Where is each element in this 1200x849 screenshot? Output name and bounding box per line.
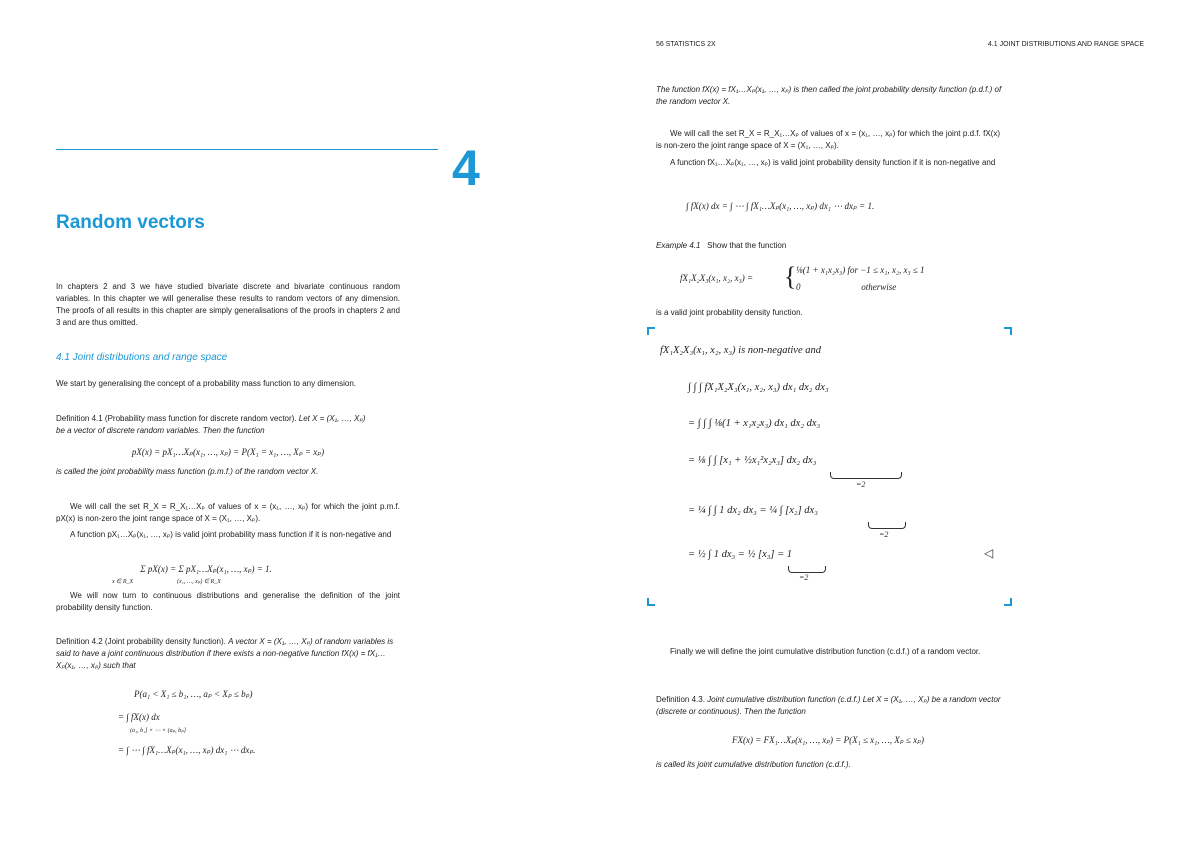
solution-line-4: = ¼ ∫ ∫ 1 dx₂ dx₃ = ¼ ∫ [x₂] dx₃: [688, 505, 818, 516]
definition-4-3: [656, 694, 1006, 718]
def2-f3: = ∫ ⋯ ∫ fX₁…Xₚ(x₁, …, xₚ) dx₁ ⋯ dxₚ.: [118, 745, 256, 755]
cdf-intro: Finally we will define the joint cumulative distribution function (c.d.f.) of a random vector.: [670, 647, 981, 656]
def1-label: Definition 4.1 (Probability mass function for discrete random vector).: [56, 414, 297, 423]
solution-line-5: = ½ ∫ 1 dx₃ = ½ [x₃] = 1: [688, 549, 793, 560]
solution-corner-bl: [647, 598, 655, 606]
def2-text: A vector X = (X₁, …, Xₚ) of random variables is said to have a joint continuous distribution if there exists a non-negative function fX(x) = fX₁…Xₚ(x₁, …, xₚ) such that: [56, 637, 394, 670]
solution-line-0: fX₁X₂X₃(x₁, x₂, x₃) is non-negative and: [660, 345, 821, 356]
valid-pmf: A function pX₁…Xₚ(x₁, …, xₚ) is valid joint probability mass function if it is non-negative and: [70, 530, 392, 539]
pdf-definition: The function fX(x) = fX₁…Xₚ(x₁, …, xₚ) is then called the joint probability density function (p.d.f.) of the random vector X.: [656, 85, 1002, 106]
sum-formula: Σ pX(x) = Σ pX₁…Xₚ(x₁, …, xₚ) = 1.: [140, 564, 272, 574]
running-header-left: 56 STATISTICS 2X: [656, 41, 716, 48]
brace-3-label: =2: [856, 480, 866, 489]
rangespace-pdf: We will call the set R_X = R_X₁…Xₚ of values of x = (x₁, …, xₚ) for which the joint p.d.f. fX(x) is non-zero the joint range space of X = (X₁, …, Xₚ).: [656, 129, 1000, 150]
solution-line-1: ∫ ∫ ∫ fX₁X₂X₃(x₁, x₂, x₃) dx₁ dx₂ dx₃: [688, 382, 829, 393]
right-page: [600, 0, 1200, 849]
brace-4-label: =2: [879, 530, 889, 539]
running-header-right: 4.1 JOINT DISTRIBUTIONS AND RANGE SPACE: [987, 41, 1144, 48]
def3-label: Definition 4.3.: [656, 695, 705, 704]
example-after: is a valid joint probability density function.: [656, 308, 803, 317]
example-text: Show that the function: [707, 241, 787, 250]
sum-sub2: (x₁, …, xₚ) ∈ R_X: [177, 579, 221, 585]
definition-4-1: [56, 413, 406, 437]
def3-formula: FX(x) = FX₁…Xₚ(x₁, …, xₚ) = P(X₁ ≤ x₁, …, Xₚ ≤ xₚ): [732, 735, 924, 745]
continuous-intro: We will now turn to continuous distributions and generalise the definition of the joint probability density function.: [56, 591, 400, 612]
def2-f2-sub: (a₁, b₁] × ⋯ × (aₚ, bₚ]: [130, 728, 187, 734]
triangle-left-icon: ◁: [984, 546, 994, 560]
def3-text: Joint cumulative distribution function (c.d.f.) Let X = (X₁, …, Xₚ) be a random vector (discrete or continuous). Then the function: [656, 695, 1001, 716]
def2-f2: = ∫ fX(x) dx: [118, 712, 160, 722]
example-case1: ⅛(1 + x₁x₂x₃) for −1 ≤ x₁, x₂, x₃ ≤ 1: [796, 265, 925, 275]
cases-brace: {: [784, 262, 797, 291]
brace-3: [830, 472, 902, 479]
def3-after: is called its joint cumulative distribution function (c.d.f.).: [656, 760, 851, 769]
intro-paragraph: In chapters 2 and 3 we have studied bivariate discrete and bivariate continuous random variables. In this chapter we will generalise these results to random vectors of any dimension. The proofs of all results in this chapter are simply generalisations of the proofs in chapters 2 and 3 and are thus omitted.: [56, 282, 400, 327]
rangespace-pmf: We will call the set R_X = R_X₁…Xₚ of values of x = (x₁, …, xₚ) for which the joint p.m.f. pX(x) is non-zero the joint range space of X = (X₁, …, Xₚ).: [56, 502, 400, 523]
def1-formula: pX(x) = pX₁…Xₚ(x₁, …, xₚ) = P(X₁ = x₁, …, Xₚ = xₚ): [131, 447, 325, 457]
def1-text2: be a vector of discrete random variables. Then the function: [56, 426, 265, 435]
chapter-title: Random vectors: [56, 212, 205, 233]
example-label: Example 4.1: [656, 241, 701, 250]
def2-label: Definition 4.2 (Joint probability density function).: [56, 637, 226, 646]
solution-corner-br: [1004, 598, 1012, 606]
solution-corner-tr: [1004, 327, 1012, 335]
def1-after: is called the joint probability mass function (p.m.f.) of the random vector X.: [56, 467, 319, 476]
valid-pdf: A function fX₁…Xₚ(x₁, …, xₚ) is valid joint probability density function if it is non-negative and: [670, 158, 996, 167]
brace-5: [788, 566, 826, 573]
solution-line-2: = ∫ ∫ ∫ ⅛(1 + x₁x₂x₃) dx₁ dx₂ dx₃: [688, 418, 821, 429]
section-title: 4.1 Joint distributions and range space: [56, 352, 228, 363]
section-intro: We start by generalising the concept of a probability mass function to any dimension.: [56, 379, 357, 388]
chapter-rule: [56, 149, 438, 150]
solution-line-3: = ⅛ ∫ ∫ [x₁ + ½x₁²x₂x₃] dx₂ dx₃: [688, 455, 817, 466]
brace-5-label: =2: [799, 573, 809, 582]
def2-f1: P(a₁ < X₁ ≤ b₁, …, aₚ < Xₚ ≤ bₚ): [134, 689, 253, 699]
chapter-number: 4: [452, 140, 480, 196]
integral-formula: ∫ fX(x) dx = ∫ ⋯ ∫ fX₁…Xₚ(x₁, …, xₚ) dx₁ ⋯ dxₚ = 1.: [686, 201, 875, 211]
example-case2: 0 otherwise: [796, 282, 897, 292]
definition-4-2: [56, 636, 400, 672]
brace-4: [868, 522, 906, 529]
example-4-1: [656, 240, 786, 252]
def1-text1: Let X = (X₁, …, Xₚ): [298, 414, 366, 423]
sum-sub1: x ∈ R_X: [112, 579, 134, 585]
example-f-left: fX₁X₂X₃(x₁, x₂, x₃) =: [680, 273, 754, 283]
solution-corner-tl: [647, 327, 655, 335]
